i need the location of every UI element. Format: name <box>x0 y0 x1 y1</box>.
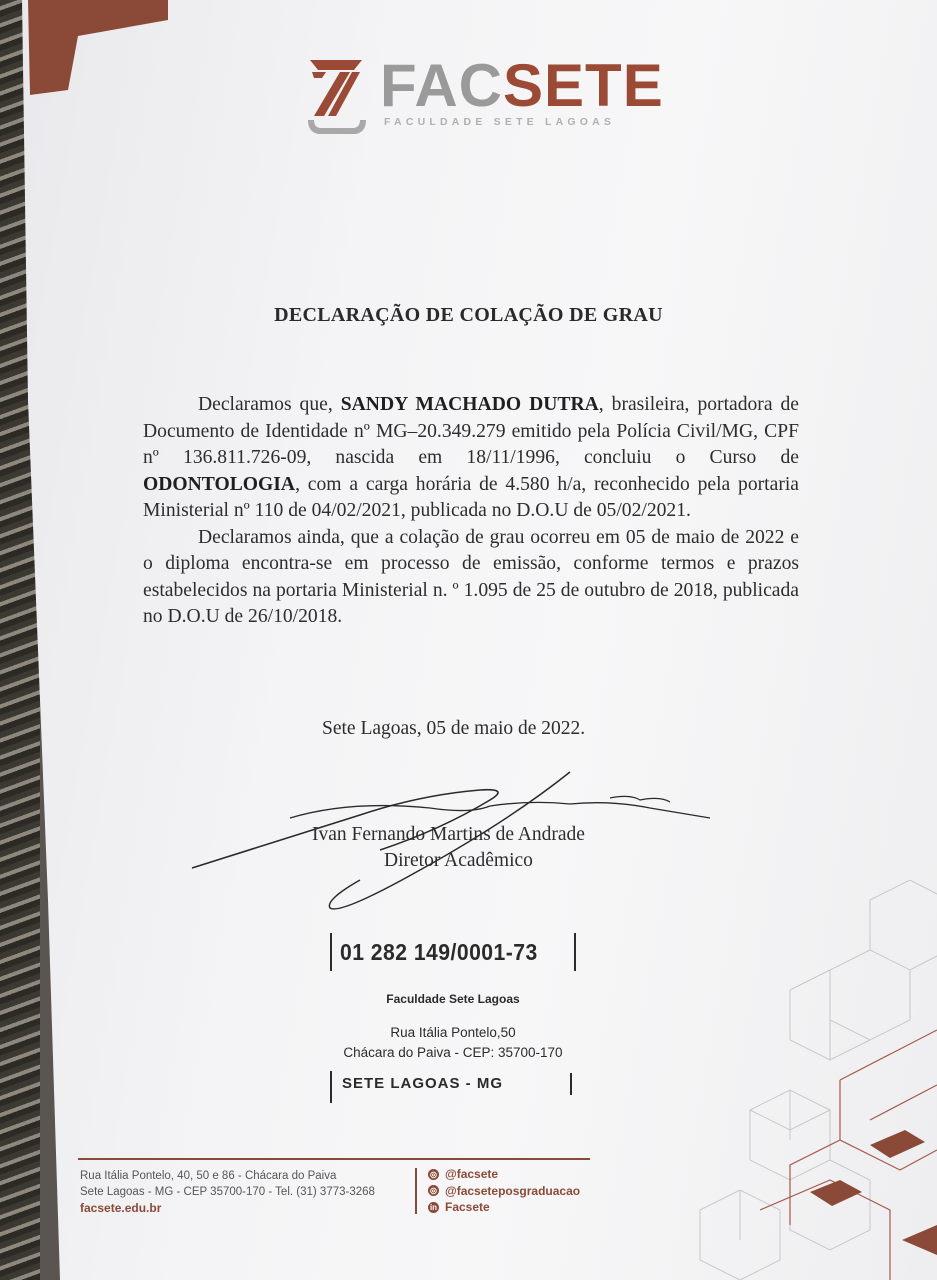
stamp-city-bracket-left <box>330 1071 332 1103</box>
institution-stamp <box>318 925 588 1115</box>
footer-divider <box>78 1158 590 1160</box>
instagram-icon: ◎ <box>428 1185 439 1196</box>
social-instagram-1-label: @facsete <box>445 1167 499 1181</box>
institution-logo <box>300 52 664 144</box>
place-date: Sete Lagoas, 05 de maio de 2022. <box>322 718 586 739</box>
logo-word-fac: FAC <box>380 52 503 119</box>
course-name: ODONTOLOGIA <box>143 473 296 495</box>
instagram-icon: ◎ <box>428 1169 439 1180</box>
paragraph-2: Declaramos ainda, que a colação de grau ocorreu em 05 de maio de 2022 e o diploma encontra-se em processo de emissão, conforme termos e prazos estabelecidos na portaria Ministerial n. º 1.095 de 25 de outubro de 2018, publicada no D.O.U de 26/10/2018. <box>143 526 799 627</box>
stamp-institution-name: Faculdade Sete Lagoas <box>386 992 520 1006</box>
social-linkedin-label: Facsete <box>445 1200 490 1214</box>
stamp-bracket-left <box>330 933 332 971</box>
p1-middle: , brasileira, portadora de Documento de Identidade nº MG–20.349.279 emitido pela Polícia Civil/MG, CPF nº 136.811.726-09, nascida em 18/11/1996, concluiu o Curso de <box>143 394 800 468</box>
stamp-bracket-right <box>574 933 576 971</box>
footer-address <box>80 1168 375 1216</box>
social-item-linkedin[interactable] <box>428 1199 580 1216</box>
geometric-cube-decoration <box>640 880 937 1280</box>
student-name: SANDY MACHADO DUTRA <box>340 394 599 415</box>
p1-end: , com a carga horária de 4.580 h/a, reconhecido pela portaria Ministerial nº 110 de 04/02/2021, publicada no D.O.U de 05/02/2021. <box>143 473 799 521</box>
linkedin-icon: in <box>429 1202 438 1212</box>
document-title: DECLARAÇÃO DE COLAÇÃO DE GRAU <box>274 304 663 326</box>
logo-word-sete: SETE <box>503 52 664 119</box>
declaration-body <box>143 392 799 631</box>
footer-website-link[interactable]: facsete.edu.br <box>80 1201 162 1215</box>
footer-address-line2: Sete Lagoas - MG - CEP 35700-170 - Tel. (31) 3773-3268 <box>80 1186 375 1198</box>
signer-name: Ivan Fernando Martins de Andrade <box>312 824 585 845</box>
paragraph-1 <box>143 392 799 525</box>
stamp-address-line2: Chácara do Paiva - CEP: 35700-170 <box>343 1045 563 1060</box>
stamp-city: SETE LAGOAS - MG <box>342 1075 504 1092</box>
footer-separator <box>415 1168 417 1214</box>
footer-address-line1: Rua Itália Pontelo, 40, 50 e 86 - Chácara do Paiva <box>80 1170 337 1182</box>
footer-social <box>428 1166 580 1216</box>
logo-subtitle: FACULDADE SETE LAGOAS <box>384 116 616 128</box>
social-instagram-2-label: @facseteposgraduacao <box>445 1183 581 1198</box>
stamp-cnpj: 01 282 149/0001-73 <box>340 939 538 965</box>
social-item-instagram-2[interactable] <box>428 1183 580 1200</box>
facsete-emblem-icon <box>304 54 370 142</box>
social-item-instagram-1[interactable] <box>428 1166 580 1183</box>
signer-role: Diretor Acadêmico <box>384 850 533 871</box>
p1-intro: Declaramos que, <box>198 394 341 415</box>
stamp-address-line1: Rua Itália Pontelo,50 <box>390 1025 516 1040</box>
stamp-city-bracket-right <box>570 1073 572 1095</box>
logo-wordmark <box>380 54 664 118</box>
